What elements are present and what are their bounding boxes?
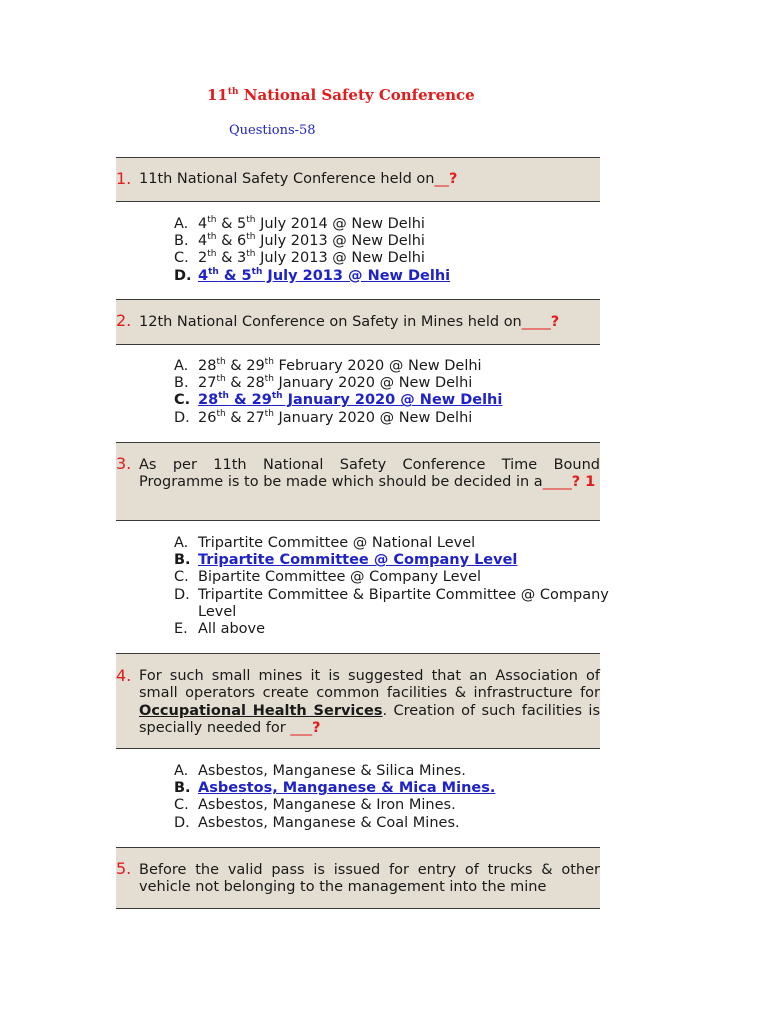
- question-text: Before the valid pass is issued for entry of trucks & other vehicle not belonging to the management into the mine: [139, 862, 600, 896]
- question-5: [116, 847, 600, 909]
- question-4: [116, 653, 600, 749]
- correct-option: B. Asbestos, Manganese & Mica Mines.: [174, 780, 496, 797]
- options-2: [174, 358, 644, 427]
- option: A. 4th & 5th July 2014 @ New Delhi: [174, 215, 425, 232]
- options-3: [174, 535, 644, 638]
- options-4: [174, 763, 644, 832]
- emphasized-text: Occupational Health Services: [139, 702, 383, 719]
- question-1: [116, 157, 600, 202]
- question-number: 4.: [116, 666, 132, 685]
- option: C. 2th & 3th July 2013 @ New Delhi: [174, 249, 425, 267]
- option: C. Asbestos, Manganese & Iron Mines.: [174, 797, 456, 814]
- option: C. Bipartite Committee @ Company Level: [174, 569, 482, 586]
- question-number: 3.: [116, 454, 132, 473]
- option: A. Asbestos, Manganese & Silica Mines.: [174, 763, 466, 779]
- question-number: 2.: [116, 311, 132, 330]
- option: A. Tripartite Committee @ National Level: [174, 535, 476, 551]
- questions-count: Questions-58: [229, 123, 316, 138]
- option: D. Tripartite Committee & Bipartite Committee @ Company Level: [174, 586, 609, 620]
- question-text: As per 11th National Safety Conference Time Bound Programme is to be made which should be decided in a____? 1: [139, 457, 600, 491]
- option: D. Asbestos, Manganese & Coal Mines.: [174, 814, 460, 831]
- question-3: [116, 442, 600, 521]
- question-text: For such small mines it is suggested that an Association of small operators create common facilities & infrastructure for Occupational Health Services. Creation of such facilities is specially needed for ___?: [139, 668, 600, 737]
- correct-option: D. 4th & 5th July 2013 @ New Delhi: [174, 266, 451, 284]
- option: B. 4th & 6th July 2013 @ New Delhi: [174, 232, 425, 250]
- option: D. 26th & 27th January 2020 @ New Delhi: [174, 408, 473, 426]
- option: B. 27th & 28th January 2020 @ New Delhi: [174, 374, 473, 392]
- question-2: [116, 299, 600, 345]
- question-text: 11th National Safety Conference held on__?: [139, 171, 458, 187]
- options-1: [174, 216, 644, 285]
- option: E. All above: [174, 621, 266, 638]
- correct-option: C. 28th & 29th January 2020 @ New Delhi: [174, 391, 503, 409]
- question-number: 5.: [116, 859, 132, 878]
- document-title: 11th National Safety Conference: [207, 86, 475, 104]
- question-number: 1.: [116, 169, 132, 188]
- question-text: 12th National Conference on Safety in Mines held on____?: [139, 314, 560, 330]
- correct-option: B. Tripartite Committee @ Company Level: [174, 552, 518, 569]
- option: A. 28th & 29th February 2020 @ New Delhi: [174, 357, 482, 374]
